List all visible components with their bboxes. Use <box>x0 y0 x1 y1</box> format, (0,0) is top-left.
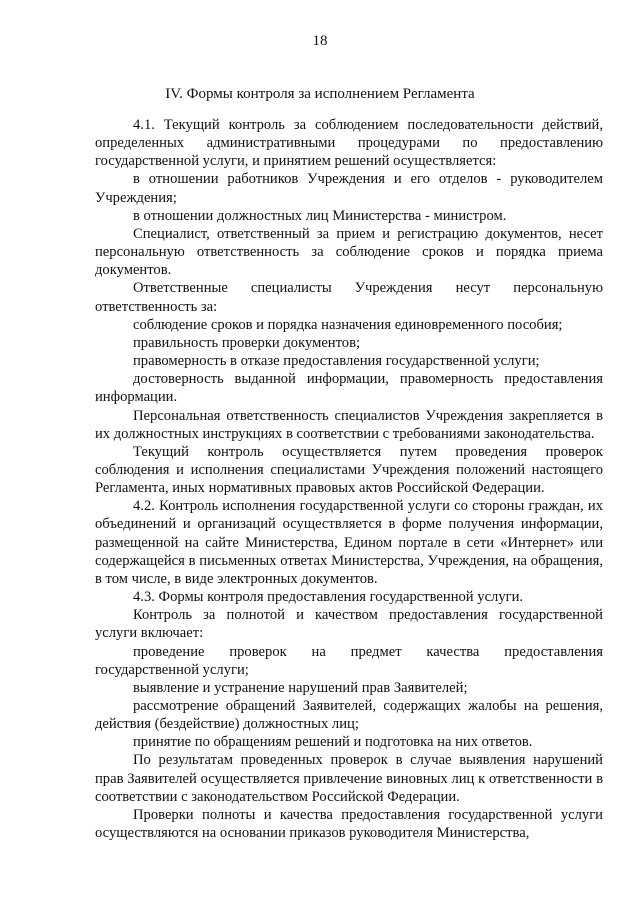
body-text <box>95 116 603 842</box>
paragraph: в отношении работников Учреждения и его отделов - руководителем Учреждения; <box>95 171 603 206</box>
paragraph: 4.2. Контроль исполнения государственной услуги со стороны граждан, их объединений и организаций осуществляется в форме получения информации, размещенной на сайте Министерства, Едином портале в сети «Интернет» или содержащейся в письменных ответах Министерства, Учреждения, на обращения, в том числе, в виде электронных документов. <box>95 498 603 587</box>
paragraph: Текущий контроль осуществляется путем проведения проверок соблюдения и исполнения специалистами Учреждения положений настоящего Регламента, иных нормативных правовых актов Российской Федерации. <box>95 443 603 497</box>
paragraph: правильность проверки документов; <box>133 334 361 351</box>
paragraph: проведение проверок на предмет качества предоставления государственной услуги; <box>95 643 603 678</box>
paragraph: рассмотрение обращений Заявителей, содержащих жалобы на решения, действия (бездействие) должностных лиц; <box>95 698 603 733</box>
paragraph: достоверность выданной информации, правомерность предоставления информации. <box>95 371 603 406</box>
paragraph: Специалист, ответственный за прием и регистрацию документов, несет персональную ответственность за соблюдение сроков и порядка приема документов. <box>95 225 603 279</box>
paragraph: 4.1. Текущий контроль за соблюдением последовательности действий, определенных административными процедурами по предоставлению государственной услуги, и принятием решений осуществляется: <box>95 117 603 170</box>
paragraph: Персональная ответственность специалистов Учреждения закрепляется в их должностных инструкциях в соответствии с требованиями законодательства. <box>95 407 603 442</box>
page-number: 18 <box>312 33 328 49</box>
paragraph: 4.3. Формы контроля предоставления государственной услуги. <box>133 589 524 606</box>
paragraph: правомерность в отказе предоставления государственной услуги; <box>133 353 540 370</box>
paragraph: Проверки полноты и качества предоставления государственной услуги осуществляются на основании приказов руководителя Министерства, <box>95 806 603 842</box>
paragraph: Ответственные специалисты Учреждения несут персональную ответственность за: <box>95 280 603 315</box>
paragraph: выявление и устранение нарушений прав Заявителей; <box>133 679 468 696</box>
paragraph: Контроль за полнотой и качеством предоставления государственной услуги включает: <box>95 607 603 642</box>
paragraph: принятие по обращениям решений и подготовка на них ответов. <box>133 734 533 751</box>
section-title: IV. Формы контроля за исполнением Регламента <box>165 86 475 102</box>
paragraph: По результатам проведенных проверок в случае выявления нарушений прав Заявителей осуществляется привлечение виновных лиц к ответственности в соответствии с законодательством Российской Федерации. <box>95 752 603 805</box>
paragraph: в отношении должностных лиц Министерства - министром. <box>133 207 507 224</box>
paragraph: соблюдение сроков и порядка назначения единовременного пособия; <box>133 316 563 333</box>
